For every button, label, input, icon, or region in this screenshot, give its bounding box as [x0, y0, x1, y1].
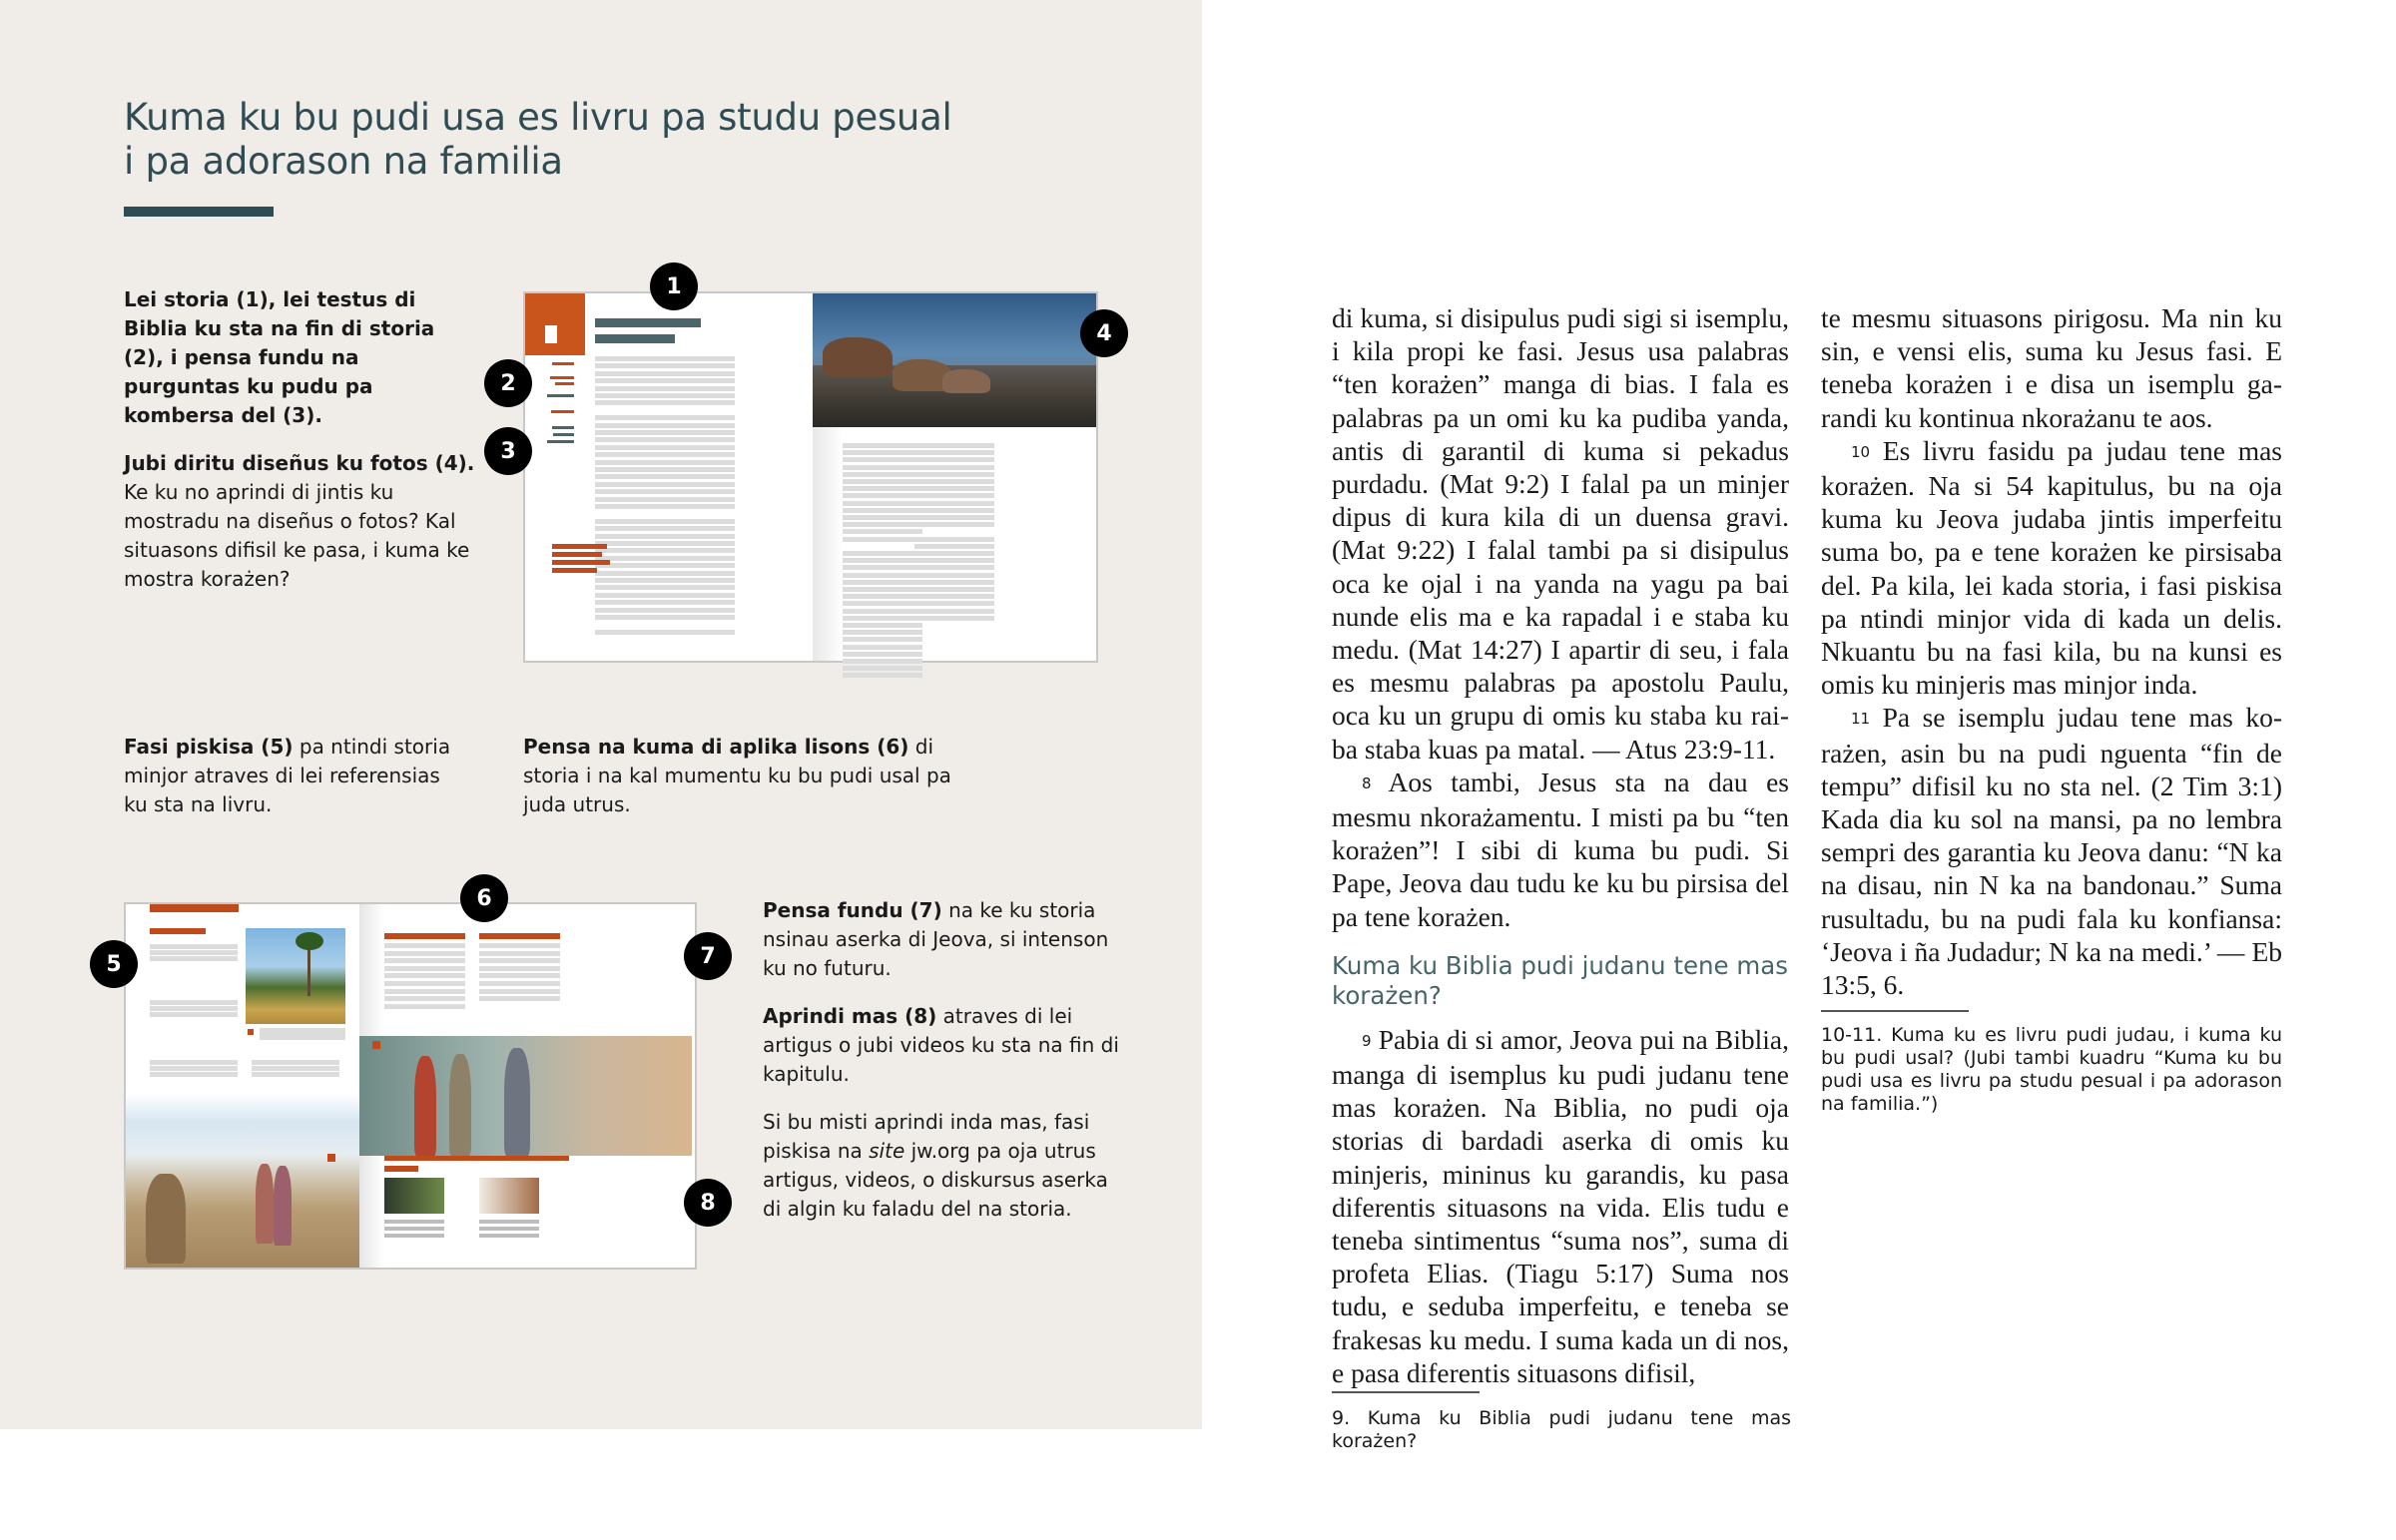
placeholder-text-line [914, 522, 994, 527]
placeholder-text-line [150, 1072, 238, 1077]
placeholder-text-line [914, 515, 994, 520]
placeholder-text-line [150, 950, 238, 955]
placeholder-text-line [843, 609, 922, 614]
paragraph-number: 10 [1851, 442, 1871, 461]
step7-text: na ke ku storia nsinau aserka di Jeova, si intenson ku no futuru. [763, 898, 1109, 980]
placeholder-text-line [384, 951, 465, 956]
placeholder-text-line [595, 497, 735, 502]
placeholder-text-line [595, 608, 735, 613]
placeholder-text-line [914, 609, 994, 614]
placeholder-text-line [595, 423, 735, 428]
footnote-divider [1821, 1010, 1969, 1012]
placeholder-text-line [252, 1072, 339, 1077]
more-text-italic: site [869, 1139, 905, 1163]
placeholder-text-line [914, 558, 994, 563]
placeholder-text-line [384, 989, 465, 994]
sample-spread-chapter-start [523, 291, 1098, 663]
callout-6: 6 [460, 874, 508, 922]
paragraph-9: 9 Pabia di si amor, Jeova pui na Biblia, manga di isemplus ku pudi judanu tene mas korażen. Na Biblia, no pudi oja storias di bardadi aserka di omis ku minjeris, mininus ku garandis, ku pasa diferentis situasons na vida. Elis tudu e teneba sintimentus “suma nos”, suma di profeta Elias. (Tiagu 5:17) Suma nos tudu, e seduba imperfeitu, e teneba se frakesas ku medu. I suma kada un di nos, e pasa diferentis situasons difisil, [1332, 1023, 1789, 1388]
placeholder-text-line [479, 973, 560, 978]
step5-text-block [124, 733, 453, 838]
placeholder-text-line [595, 541, 735, 546]
placeholder-text-line [843, 479, 922, 484]
placeholder-text-line [384, 966, 465, 971]
section-subheading: Kuma ku Biblia pudi judanu tene mas korażen? [1332, 950, 1789, 1010]
step4-text: Ke ku no aprindi di jintis ku mostradu na diseñus o fotos? Kal situasons difisil ke pasa, i kuma ke mostra korażen? [124, 480, 470, 591]
placeholder-text-line [843, 601, 922, 606]
placeholder-text-line [479, 958, 560, 963]
placeholder-text-line [914, 565, 994, 570]
placeholder-text-line [595, 504, 735, 509]
placeholder-text-line [150, 1060, 238, 1065]
video-thumbnail-2 [479, 1178, 539, 1214]
placeholder-text-line [595, 519, 735, 524]
congregation-photo [359, 1036, 692, 1156]
placeholder-text-line [595, 378, 735, 383]
placeholder-text-line [595, 585, 735, 590]
placeholder-text-line [843, 508, 922, 513]
placeholder-text-line [843, 594, 922, 599]
placeholder-text-line [914, 457, 994, 462]
placeholder-text-line [479, 981, 560, 986]
placeholder-text-line [150, 956, 238, 961]
paragraph-number: 11 [1851, 710, 1871, 729]
step4-bold: Jubi diritu diseñus ku fotos (4). [124, 451, 475, 475]
placeholder-text-line [595, 600, 735, 605]
review-question-10-11: 10-11. Kuma ku es livru pudi judau, i kuma ku bu pudi usal? (Jubi tambi kuadru “Kuma ku bu pudi usa es livru pa studu pesual i pa adorason na familia.”) [1821, 1024, 2282, 1115]
placeholder-text-line [843, 587, 922, 592]
placeholder-text-line [914, 501, 994, 506]
callout-8: 8 [684, 1179, 732, 1227]
placeholder-text-line [252, 1066, 339, 1071]
step8-bold: Aprindi mas (8) [763, 1004, 937, 1028]
placeholder-text-line [595, 630, 735, 635]
step6-text-block [523, 733, 992, 838]
placeholder-text-line [914, 508, 994, 513]
placeholder-text-line [595, 615, 735, 620]
more-text-post: jw.org pa oja utrus artigus, videos, o diskursus aserka di algin ku faladu del na storia. [763, 1139, 1108, 1221]
placeholder-text-line [843, 515, 922, 520]
placeholder-text-line [595, 534, 735, 539]
box-title-line1: Kuma ku bu pudi usa es livru pa studu pesual [124, 96, 952, 139]
placeholder-text-line [150, 1066, 238, 1071]
placeholder-text-line [914, 450, 994, 455]
paragraph-10: 10 Es livru fasidu pa judau tene mas korażen. Na si 54 kapitulus, bu na oja kuma ku Jeova judaba jintis imperfeitu suma bo, pa e tene korażen ke pirsisaba del. Pa kila, lei kada storia, i fasi piskisa pa ntindi minjor vida di kada un delis. Nkuantu bu na fasi kila, bu na kunsi es omis ku minjeris mas minjor inda. [1821, 434, 2282, 701]
steps-1-4-text [124, 285, 475, 613]
step8-text: atraves di lei artigus o jubi videos ku sta na fin di kapitulu. [763, 1004, 1119, 1086]
story-title-bar [595, 318, 701, 327]
placeholder-text-line [595, 430, 735, 435]
step5-bold: Fasi piskisa (5) [124, 735, 294, 759]
placeholder-text-line [479, 996, 560, 1001]
placeholder-text-line [384, 973, 465, 978]
placeholder-text-line [479, 943, 560, 948]
placeholder-text-line [595, 400, 735, 405]
placeholder-text-line [914, 587, 994, 592]
step1-text: Lei storia (1), lei testus di Biblia ku sta na fin di storia (2), i pensa fundu na purguntas ku pudu pa kombersa del (3). [124, 287, 435, 427]
placeholder-text-line [843, 501, 922, 506]
step6-text: di storia i na kal mumentu ku bu pudi usal pa juda utrus. [523, 735, 951, 816]
placeholder-text-line [150, 944, 238, 949]
placeholder-text-line [843, 457, 922, 462]
placeholder-text-line [914, 493, 994, 498]
placeholder-text-line [843, 558, 922, 563]
story-subtitle-bar [595, 334, 675, 343]
placeholder-text-line [595, 386, 735, 391]
placeholder-text-line [595, 578, 735, 583]
placeholder-text-line [843, 652, 922, 657]
placeholder-text-line [843, 465, 922, 470]
callout-4: 4 [1080, 309, 1128, 357]
placeholder-text-line [914, 486, 994, 491]
placeholder-text-line [595, 482, 735, 487]
placeholder-text-line [914, 472, 994, 477]
placeholder-text-line [384, 958, 465, 963]
placeholder-text-line [479, 951, 560, 956]
placeholder-text-line [150, 1000, 238, 1005]
box-title [124, 96, 1022, 184]
placeholder-text-line [595, 371, 735, 376]
placeholder-text-line [843, 637, 922, 642]
placeholder-text-line [595, 415, 735, 420]
placeholder-text-line [843, 472, 922, 477]
placeholder-text-line [843, 580, 922, 585]
placeholder-text-line [843, 450, 922, 455]
sample-spread-chapter-end [124, 902, 697, 1270]
placeholder-text-line [914, 580, 994, 585]
paragraph-8: 8 Aos tambi, Jesus sta na dau es mesmu nkorażamentu. I misti pa bu “ten korażen”! I sibi di kuma bu pudi. Si Pape, Jeova dau tudu ke ku bu pirsisa del pa tene korażen. [1332, 766, 1789, 932]
more-text-pre: Si bu misti aprindi inda mas, fasi piskisa na [763, 1110, 1090, 1163]
placeholder-text-line [595, 556, 735, 561]
chapter-number-tab [525, 293, 585, 355]
placeholder-text-line [595, 467, 735, 472]
placeholder-text-line [843, 529, 922, 534]
placeholder-text-line [595, 437, 735, 442]
placeholder-text-line [843, 551, 922, 556]
step7-bold: Pensa fundu (7) [763, 898, 942, 922]
placeholder-text-line [595, 489, 735, 494]
placeholder-text-line [595, 363, 735, 368]
placeholder-text-line [843, 565, 922, 570]
placeholder-text-line [384, 1004, 465, 1009]
placeholder-text-line [843, 623, 922, 628]
placeholder-text-line [384, 981, 465, 986]
placeholder-text-line [595, 548, 735, 553]
placeholder-text-line [843, 616, 922, 621]
placeholder-text-line [914, 573, 994, 578]
placeholder-text-line [595, 393, 735, 398]
placeholder-text-line [843, 493, 922, 498]
title-underline [124, 207, 274, 217]
steps-7-8-text [763, 896, 1132, 1243]
placeholder-text-line [843, 537, 922, 542]
placeholder-text-line [150, 1006, 238, 1011]
callout-2: 2 [484, 359, 532, 407]
placeholder-text-line [843, 659, 922, 664]
camel-caravan-illustration [813, 293, 1096, 427]
placeholder-text-line [595, 445, 735, 450]
study-guide-box [0, 0, 1202, 1429]
placeholder-text-line [914, 601, 994, 606]
paragraph-number: 8 [1362, 773, 1372, 792]
placeholder-text-line [843, 443, 922, 448]
callout-1: 1 [650, 262, 698, 310]
footnote-divider [1332, 1391, 1480, 1393]
paragraph-9-continued: te mesmu situasons pirigosu. Ma nin ku sin, e vensi elis, suma ku Jesus fasi. E teneba korażen i e disa un isemplu garandi ku kontinua nkorażanu te aos. [1821, 302, 2282, 433]
placeholder-text-line [595, 452, 735, 457]
placeholder-text-line [843, 630, 922, 635]
placeholder-text-line [914, 443, 994, 448]
step6-bold: Pensa na kuma di aplika lisons (6) [523, 735, 909, 759]
placeholder-text-line [595, 356, 735, 361]
placeholder-text-line [843, 673, 922, 678]
placeholder-text-line [843, 573, 922, 578]
callout-7: 7 [684, 932, 732, 980]
placeholder-text-line [914, 479, 994, 484]
placeholder-text-line [595, 460, 735, 465]
review-question-9: 9. Kuma ku Biblia pudi judanu tene mas korażen? [1332, 1407, 1791, 1452]
palm-trees-photo [246, 928, 345, 1024]
placeholder-text-line [914, 544, 994, 549]
placeholder-text-line [914, 465, 994, 470]
article-column-2 [1821, 301, 2282, 1001]
placeholder-text-line [595, 563, 735, 568]
paragraph-7-continued: di kuma, si disipulus pudi sigi si isemplu, i kila propi ke fasi. Jesus usa palabras “ten korażen” manga di bias. I fala es palabras pa un omi ku ka pudiba yanda, antis di garantil di kuma si pekadus purdadu. (Mat 9:2) I falal pa un minjer dipus di kura kila di un duensa gravi. (Mat 9:22) I falal tambi pa si disipulus oca ke ojal i na yanda na yagu pa bai nunde elis ma e ka rapadal i e staba ku medu. (Mat 14:27) I apartir di seu, i fala es mesmu palabras pa apostolu Paulu, oca ku un grupu di omis ku staba ku raiba staba kuas pa matal. — Atus 23:9-11. [1332, 302, 1789, 765]
placeholder-text-line [843, 522, 922, 527]
israelites-illustration [126, 1154, 359, 1268]
placeholder-text-line [595, 593, 735, 598]
placeholder-text-line [150, 1012, 238, 1017]
placeholder-text-line [914, 616, 994, 621]
placeholder-text-line [914, 537, 994, 542]
placeholder-text-line [595, 571, 735, 576]
article-column-1 [1332, 301, 1789, 1389]
placeholder-text-line [595, 526, 735, 531]
step5-text: pa ntindi storia minjor atraves di lei referensias ku sta na livru. [124, 735, 451, 816]
placeholder-text-line [479, 966, 560, 971]
placeholder-text-line [843, 645, 922, 650]
placeholder-text-line [479, 989, 560, 994]
paragraph-11: 11 Pa se isemplu judau tene mas korażen, asin bu na pudi nguenta “fin de tempu” difisil ku no sta nel. (2 Tim 3:1) Kada dia ku sol na mansi, pa no lembra sempri des garantia ku Jeova danu: “N ka na disau, nin N ka na bandonau.” Suma rusultadu, bu na pudi fala ku konfiansa: ‘Jeova i ña Judadur; N ka na medi.’ — Eb 13:5, 6. [1821, 702, 2282, 1001]
placeholder-text-line [384, 943, 465, 948]
box-title-line2: i pa adorason na familia [124, 140, 563, 183]
paragraph-number: 9 [1362, 1031, 1372, 1050]
placeholder-text-line [914, 594, 994, 599]
placeholder-text-line [914, 551, 994, 556]
callout-5: 5 [90, 940, 138, 988]
video-thumbnail-1 [384, 1178, 444, 1214]
placeholder-text-line [595, 474, 735, 479]
placeholder-text-line [843, 666, 922, 671]
placeholder-text-line [252, 1060, 339, 1065]
placeholder-text-line [384, 996, 465, 1001]
callout-3: 3 [484, 427, 532, 475]
placeholder-text-line [843, 486, 922, 491]
